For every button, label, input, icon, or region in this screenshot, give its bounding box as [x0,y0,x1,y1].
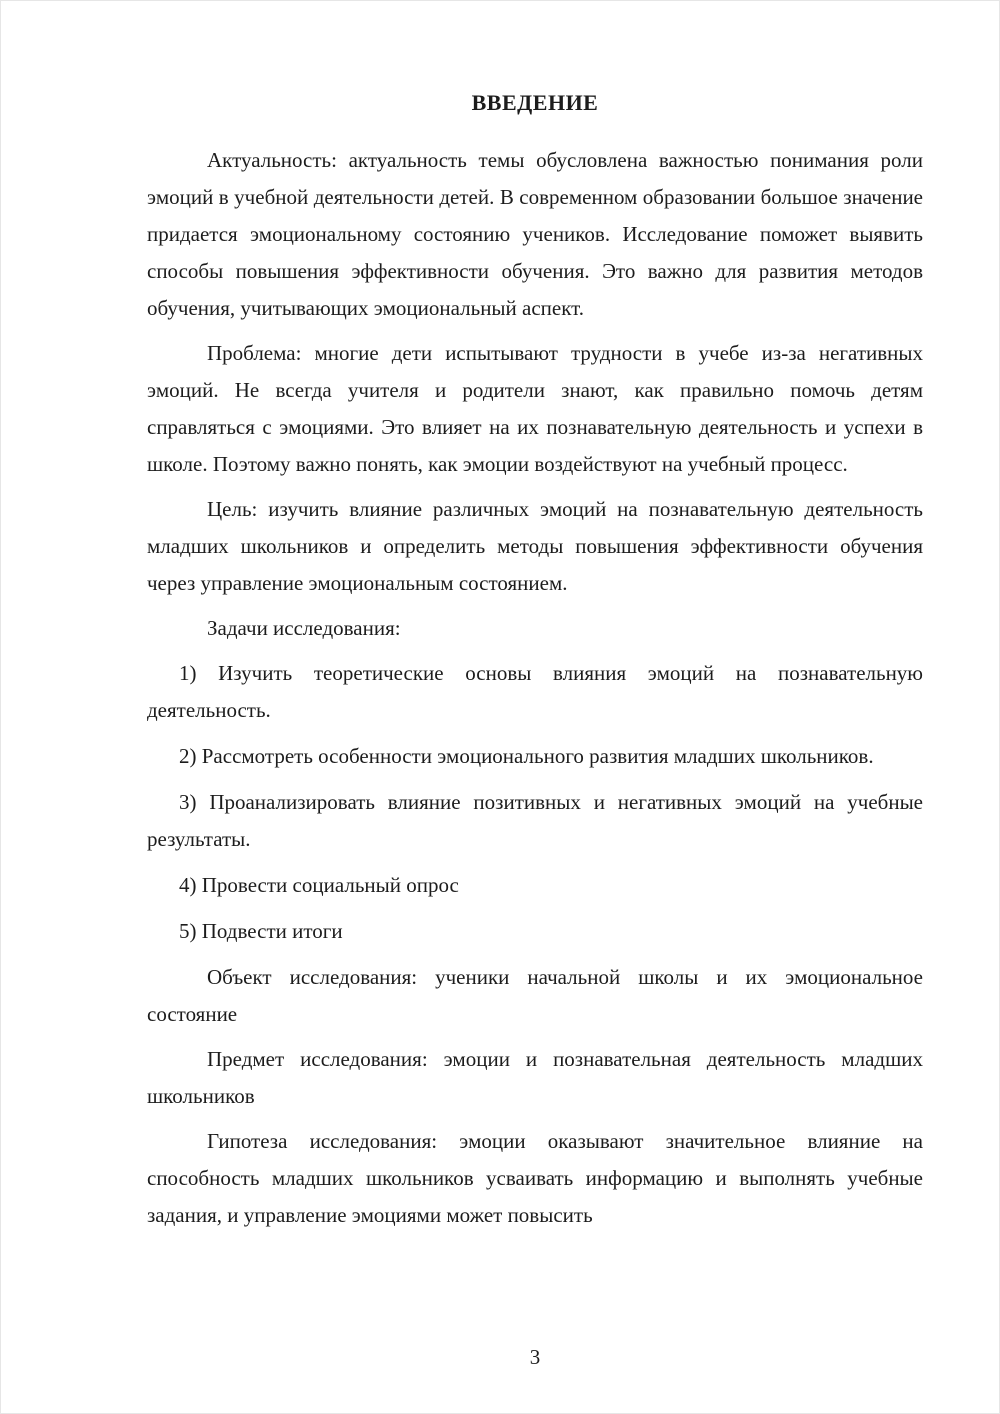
task-item-1: 1) Изучить теоретические основы влияния эмоций на познавательную деятельность. [147,661,923,722]
page-title: ВВЕДЕНИЕ [471,90,599,115]
task-item-4: 4) Провести социальный опрос [179,873,459,897]
paragraph-goal: Цель: изучить влияние различных эмоций на познавательную деятельность младших школьников и определить методы повышения эффективности обучения через управление эмоциональным состоянием. [147,497,923,595]
paragraph-subject: Предмет исследования: эмоции и познавательная деятельность младших школьников [147,1047,923,1108]
paragraph-object: Объект исследования: ученики начальной школы и их эмоциональное состояние [147,965,923,1026]
task-item-5: 5) Подвести итоги [179,919,343,943]
paragraph-hypothesis: Гипотеза исследования: эмоции оказывают значительное влияние на способность младших школьников усваивать информацию и выполнять учебные задания, и управление эмоциями может повысить [147,1129,923,1227]
page-number: 3 [529,1345,541,1369]
task-item-3: 3) Проанализировать влияние позитивных и негативных эмоций на учебные результаты. [147,790,923,851]
task-item-2: 2) Рассмотреть особенности эмоционального развития младших школьников. [179,744,874,768]
paragraph-tasks-heading: Задачи исследования: [207,616,401,640]
paragraph-relevance: Актуальность: актуальность темы обусловлена важностью понимания роли эмоций в учебной деятельности детей. В современном образовании большое значение придается эмоциональному состоянию учеников. Исследование поможет выявить способы повышения эффективности обучения. Это важно для развития методов обучения, учитывающих эмоциональный аспект. [147,148,923,320]
paragraph-problem: Проблема: многие дети испытывают трудности в учебе из-за негативных эмоций. Не всегда учителя и родители знают, как правильно помочь детям справляться с эмоциями. Это влияет на их познавательную деятельность и успехи в школе. Поэтому важно понять, как эмоции воздействуют на учебный процесс. [147,341,923,476]
